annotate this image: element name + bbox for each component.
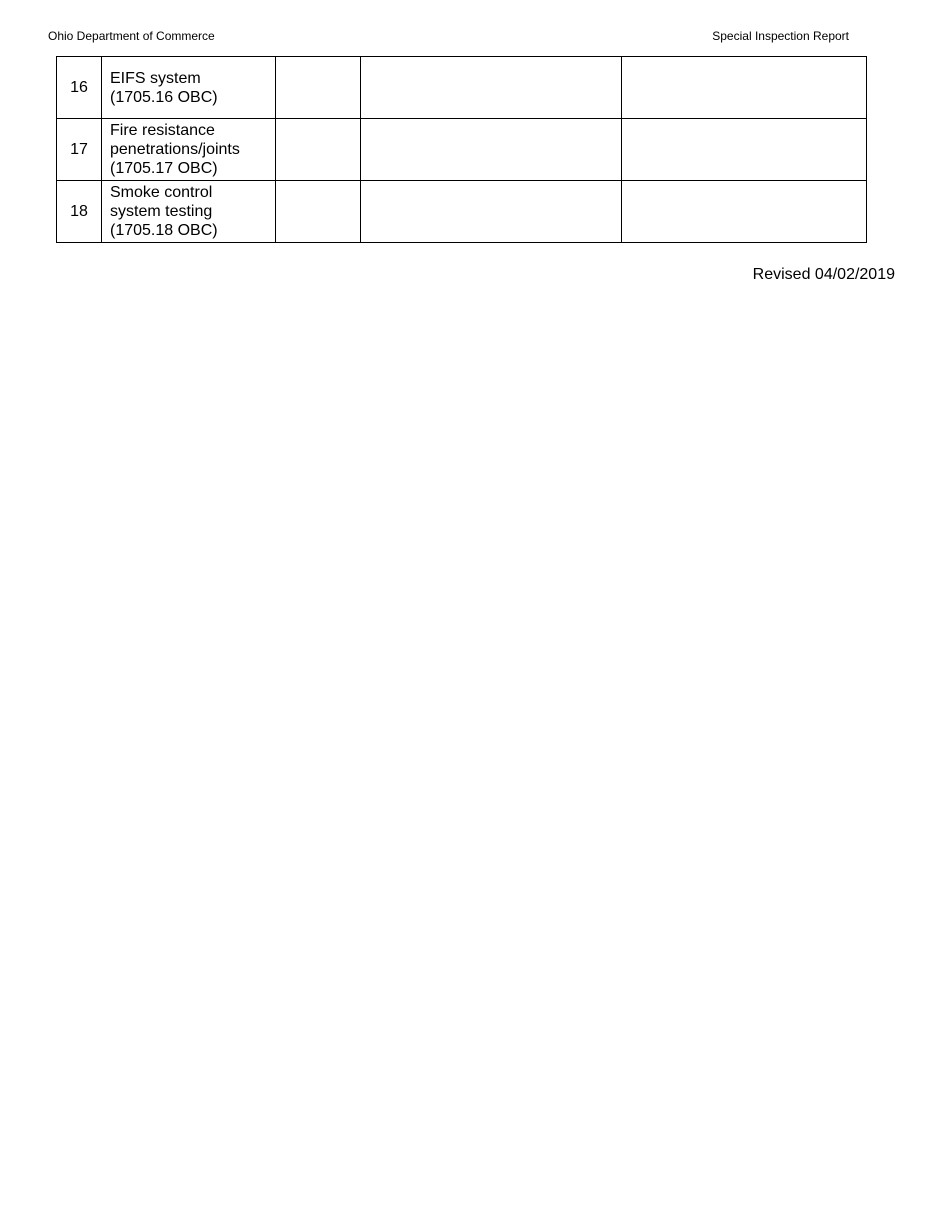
row-number: 18: [57, 181, 102, 243]
row-item: [102, 119, 276, 181]
row-cell-empty[interactable]: [276, 57, 361, 119]
table-row: [57, 119, 867, 181]
row-cell-empty[interactable]: [622, 181, 867, 243]
item-line: Fire resistance: [110, 122, 215, 139]
table-row: [57, 181, 867, 243]
item-line: Smoke control: [110, 184, 213, 201]
row-item: [102, 181, 276, 243]
row-cell-empty[interactable]: [622, 57, 867, 119]
header-report-title: Special Inspection Report: [712, 29, 849, 43]
row-cell-empty[interactable]: [622, 119, 867, 181]
row-number: 17: [57, 119, 102, 181]
row-cell-empty[interactable]: [276, 119, 361, 181]
item-line: EIFS system: [110, 69, 201, 87]
header-agency: Ohio Department of Commerce: [48, 29, 215, 43]
row-cell-empty[interactable]: [361, 181, 622, 243]
item-line: (1705.16 OBC): [110, 88, 218, 106]
revision-date: Revised 04/02/2019: [752, 266, 895, 283]
table-row: [57, 57, 867, 119]
row-item: [102, 57, 276, 119]
row-number: 16: [57, 57, 102, 119]
row-cell-empty[interactable]: [361, 119, 622, 181]
item-line: system testing: [110, 203, 213, 220]
row-cell-empty[interactable]: [361, 57, 622, 119]
row-cell-empty[interactable]: [276, 181, 361, 243]
inspection-table: [56, 56, 867, 243]
item-line: penetrations/joints: [110, 141, 240, 158]
item-line: (1705.17 OBC): [110, 160, 218, 177]
item-line: (1705.18 OBC): [110, 222, 218, 239]
